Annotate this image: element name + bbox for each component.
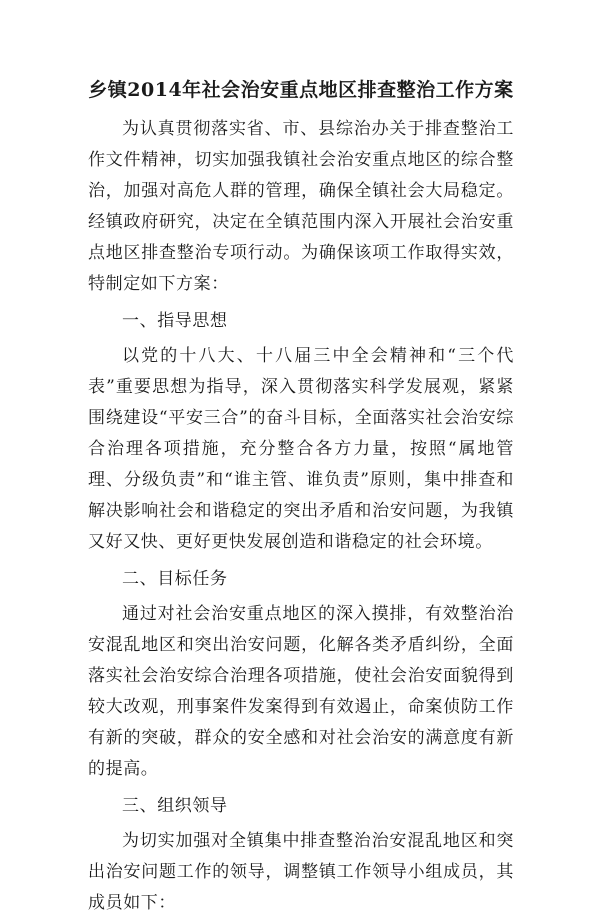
intro-paragraph: 为认真贯彻落实省、市、县综治办关于排查整治工作文件精神，切实加强我镇社会治安重点地区的综合整治，加强对高危人群的管理，确保全镇社会大局稳定。经镇政府研究，决定在全镇范围内深入开展社会治安重点地区排查整治专项行动。为确保该项工作取得实效，特制定如下方案： — [88, 119, 514, 294]
section-body-guiding-ideology: 以党的十八大、十八届三中全会精神和“三个代表”重要思想为指导，深入贯彻落实科学发展观，紧紧围绕建设“平安三合”的奋斗目标，全面落实社会治安综合治理各项措施，充分整合各方力量，按照“属地管理、分级负责”和“谁主管、谁负责”原则，集中排查和解决影响社会和谐稳定的突出矛盾和治安问题，为我镇又好又快、更好更快发展创造和谐稳定的社会环境。 — [88, 346, 514, 552]
section-body-objectives: 通过对社会治安重点地区的深入摸排，有效整治治安混乱地区和突出治安问题，化解各类矛盾纠纷，全面落实社会治安综合治理各项措施，使社会治安面貌得到较大改观，刑事案件发案得到有效遏止，命案侦防工作有新的突破，群众的安全感和对社会治安的满意度有新的提高。 — [88, 604, 514, 779]
section-heading-organization: 三、组织领导 — [122, 796, 228, 816]
section-heading-guiding-ideology: 一、指导思想 — [122, 311, 228, 331]
section-heading-objectives: 二、目标任务 — [122, 569, 228, 589]
section-body-organization: 为切实加强对全镇集中排查整治治安混乱地区和突出治安问题工作的领导，调整镇工作领导小组成员，其成员如下： — [88, 831, 514, 913]
document-title: 乡镇2014年社会治安重点地区排查整治工作方案 — [88, 79, 514, 101]
